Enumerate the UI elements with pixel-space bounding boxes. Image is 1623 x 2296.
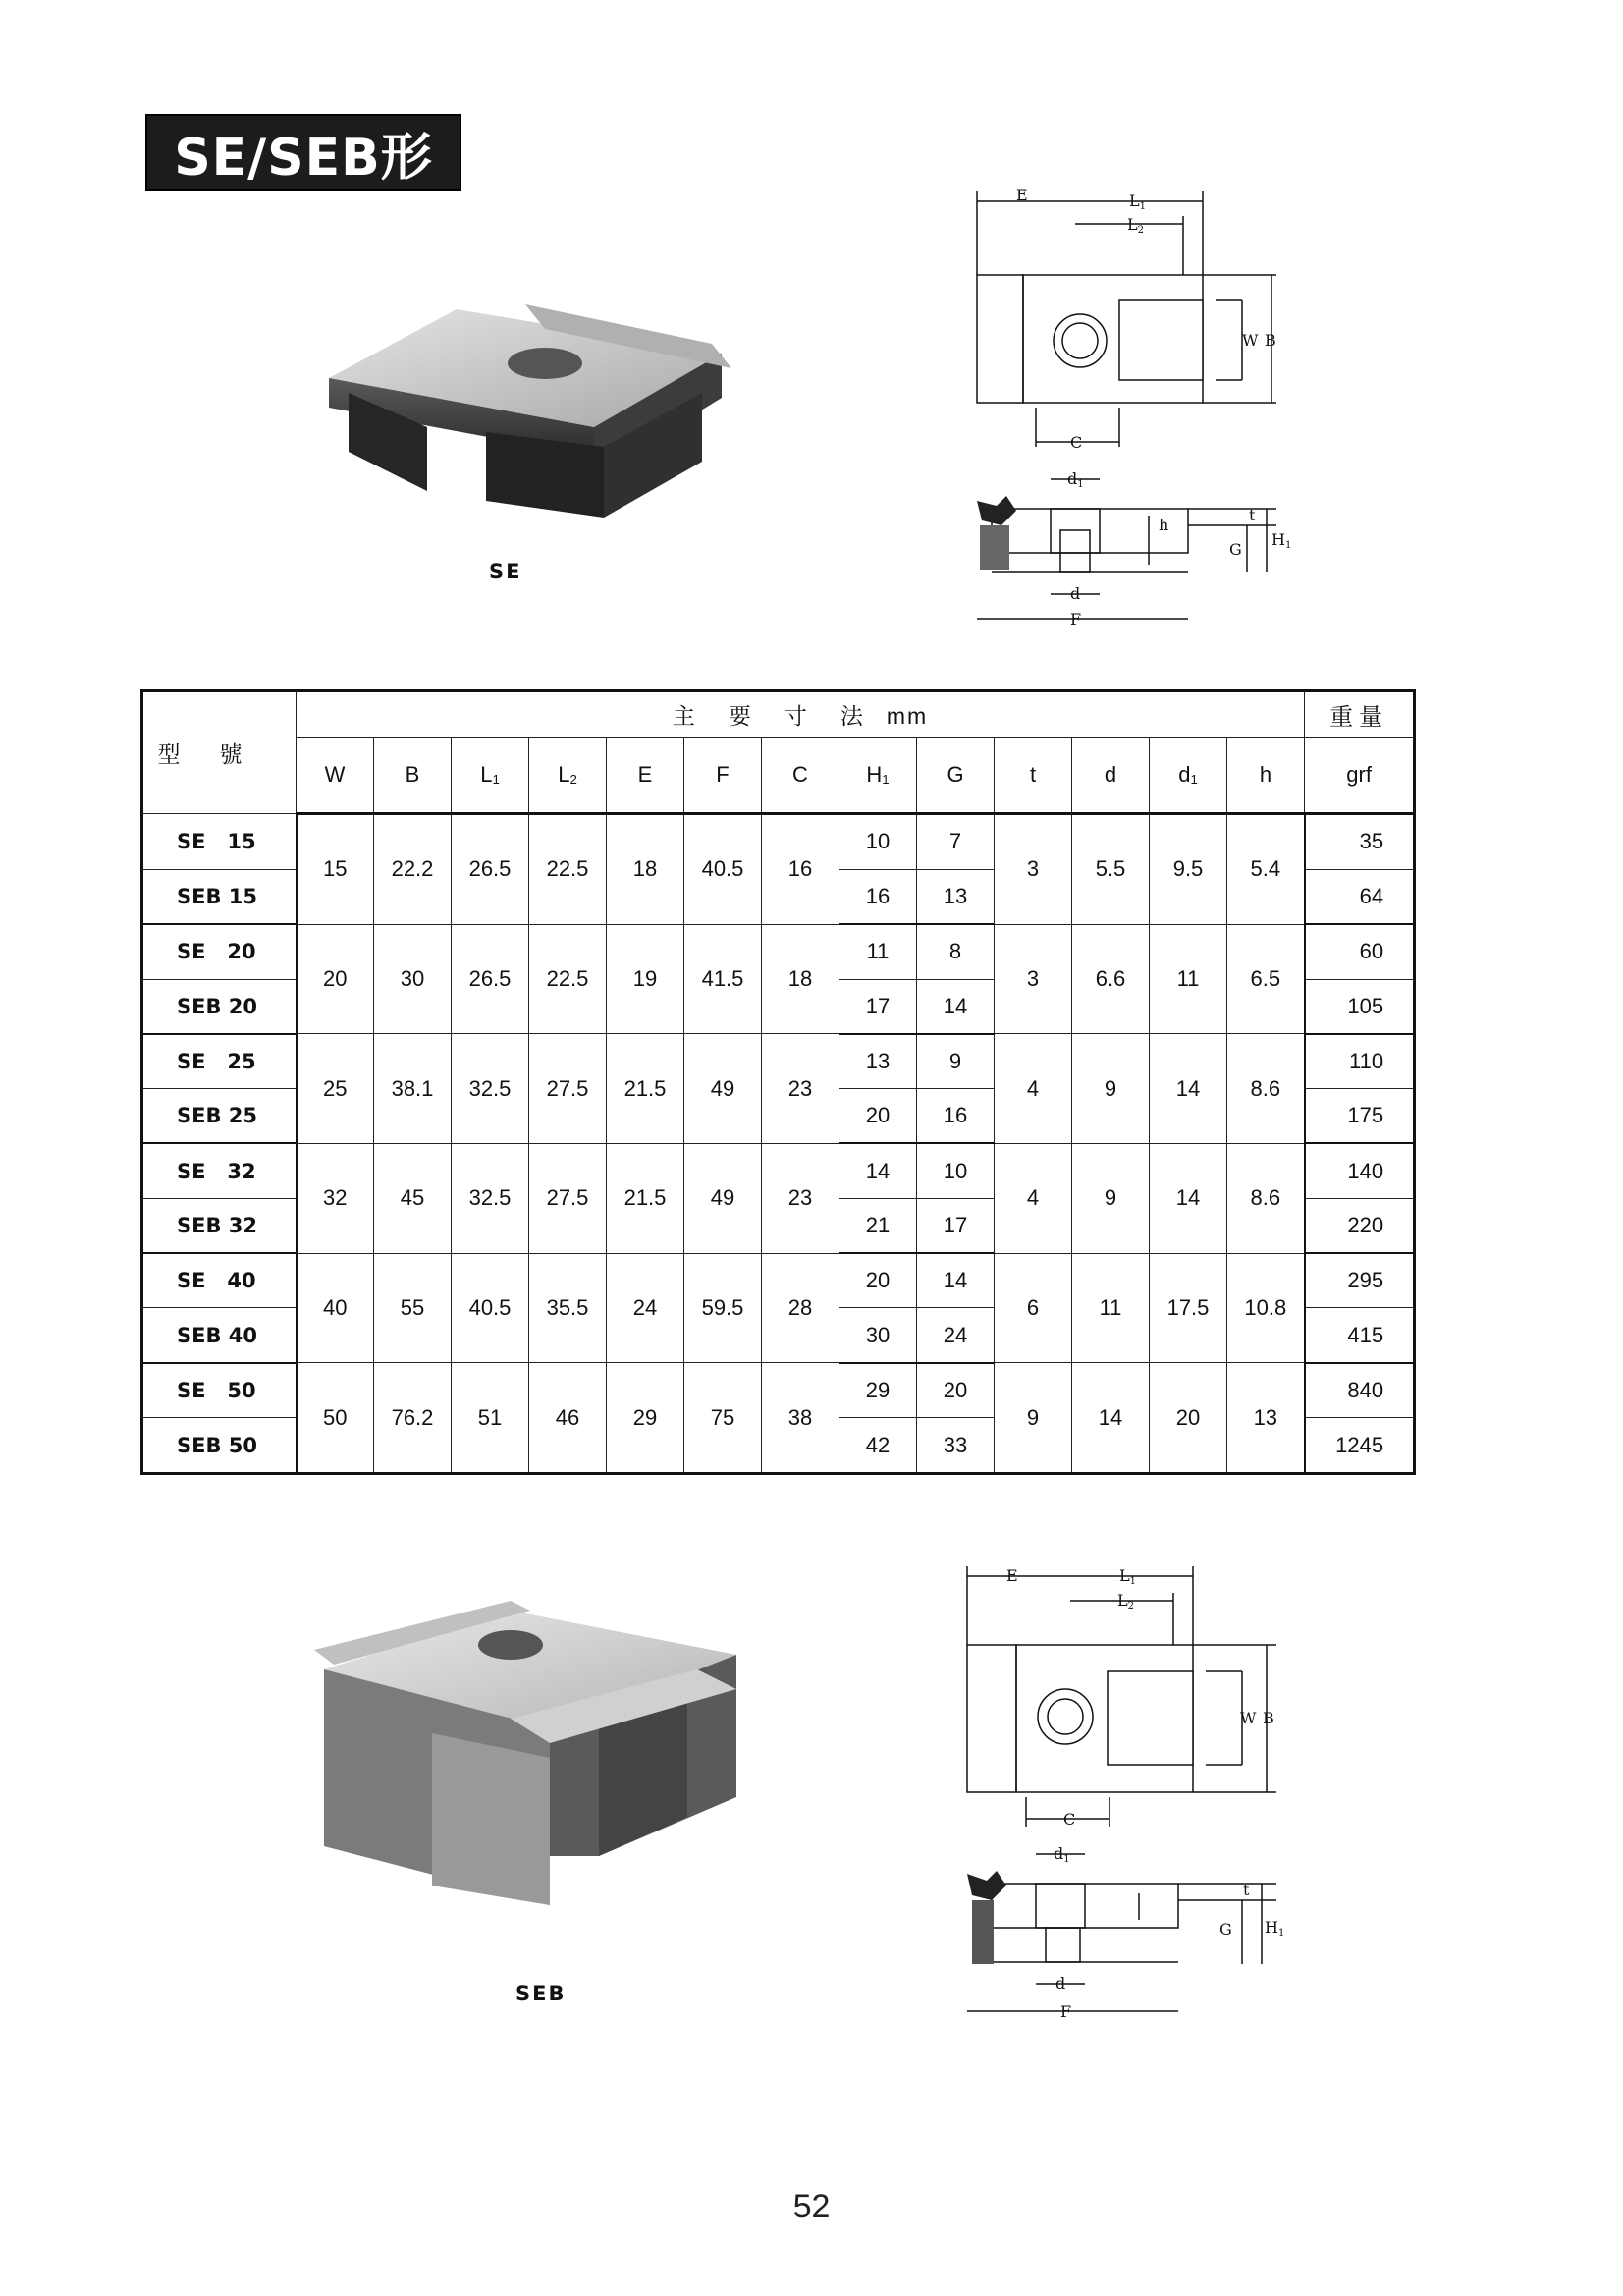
cell-b: 45 [374, 1143, 452, 1253]
model-cell: SEB 40 [142, 1308, 297, 1363]
cell-d: 9 [1072, 1034, 1150, 1144]
cell-g: 13 [917, 869, 995, 924]
cell-g: 24 [917, 1308, 995, 1363]
cell-h1: 11 [839, 924, 917, 979]
cell-c: 38 [762, 1363, 839, 1474]
cell-e: 29 [607, 1363, 684, 1474]
cell-e: 21.5 [607, 1143, 684, 1253]
svg-text:B: B [1265, 331, 1276, 350]
svg-text:G: G [1229, 540, 1242, 559]
svg-text:F: F [1070, 610, 1082, 629]
cell-h1: 13 [839, 1034, 917, 1089]
cell-t: 9 [995, 1363, 1072, 1474]
cell-weight: 175 [1305, 1089, 1415, 1144]
seb-product-photo [314, 1601, 756, 1915]
cell-f: 59.5 [684, 1253, 762, 1363]
page-title: SE/SEB形 [147, 116, 460, 189]
seb-dimension-diagram [962, 1561, 1296, 2033]
cell-e: 21.5 [607, 1034, 684, 1144]
cell-h1: 20 [839, 1253, 917, 1308]
cell-d1: 14 [1150, 1034, 1227, 1144]
cell-w: 50 [297, 1363, 374, 1474]
cell-h1: 29 [839, 1363, 917, 1418]
svg-text:B: B [1263, 1709, 1274, 1727]
cell-l1: 26.5 [452, 814, 529, 925]
cell-g: 10 [917, 1143, 995, 1198]
svg-text:d1: d1 [1067, 469, 1084, 490]
cell-c: 23 [762, 1143, 839, 1253]
cell-t: 3 [995, 924, 1072, 1034]
cell-w: 20 [297, 924, 374, 1034]
model-cell: SEB 20 [142, 979, 297, 1034]
svg-text:t: t [1243, 1881, 1250, 1899]
cell-h: 8.6 [1227, 1034, 1305, 1144]
cell-w: 40 [297, 1253, 374, 1363]
model-header: 型號 [142, 691, 297, 814]
cell-f: 75 [684, 1363, 762, 1474]
cell-h1: 17 [839, 979, 917, 1034]
cell-weight: 64 [1305, 869, 1415, 924]
cell-f: 49 [684, 1034, 762, 1144]
svg-text:d: d [1070, 584, 1081, 603]
cell-f: 49 [684, 1143, 762, 1253]
col-header-l1: $L_1$ [452, 738, 529, 814]
cell-l1: 32.5 [452, 1034, 529, 1144]
cell-weight: 295 [1305, 1253, 1415, 1308]
cell-c: 18 [762, 924, 839, 1034]
svg-text:C: C [1063, 1810, 1076, 1829]
cell-h1: 14 [839, 1143, 917, 1198]
cell-e: 19 [607, 924, 684, 1034]
cell-weight: 220 [1305, 1198, 1415, 1253]
svg-text:h: h [1159, 516, 1169, 534]
cell-b: 22.2 [374, 814, 452, 925]
model-cell: SE 40 [142, 1253, 297, 1308]
col-header-d1: $d_1$ [1150, 738, 1227, 814]
col-header-b: B [374, 738, 452, 814]
cell-b: 55 [374, 1253, 452, 1363]
cell-l1: 26.5 [452, 924, 529, 1034]
col-header-c: C [762, 738, 839, 814]
cell-g: 7 [917, 814, 995, 870]
cell-g: 20 [917, 1363, 995, 1418]
cell-weight: 840 [1305, 1363, 1415, 1418]
cell-l2: 46 [529, 1363, 607, 1474]
model-cell: SE 32 [142, 1143, 297, 1198]
cell-f: 41.5 [684, 924, 762, 1034]
cell-g: 17 [917, 1198, 995, 1253]
cell-h1: 42 [839, 1418, 917, 1474]
cell-h1: 21 [839, 1198, 917, 1253]
cell-h1: 30 [839, 1308, 917, 1363]
col-header-w: W [297, 738, 374, 814]
cell-t: 4 [995, 1034, 1072, 1144]
cell-d1: 14 [1150, 1143, 1227, 1253]
cell-w: 32 [297, 1143, 374, 1253]
cell-h1: 16 [839, 869, 917, 924]
col-header-l2: $L_2$ [529, 738, 607, 814]
cell-h1: 10 [839, 814, 917, 870]
model-cell: SE 20 [142, 924, 297, 979]
cell-b: 76.2 [374, 1363, 452, 1474]
cell-l1: 40.5 [452, 1253, 529, 1363]
cell-d1: 20 [1150, 1363, 1227, 1474]
svg-text:W: W [1240, 1709, 1257, 1727]
col-header-g: G [917, 738, 995, 814]
col-header-d: d [1072, 738, 1150, 814]
cell-weight: 415 [1305, 1308, 1415, 1363]
cell-c: 23 [762, 1034, 839, 1144]
col-header-grf: grf [1305, 738, 1415, 814]
model-cell: SEB 25 [142, 1089, 297, 1144]
model-cell: SE 15 [142, 814, 297, 870]
cell-l2: 27.5 [529, 1143, 607, 1253]
col-header-e: E [607, 738, 684, 814]
cell-d: 6.6 [1072, 924, 1150, 1034]
svg-text:L2: L2 [1117, 1591, 1134, 1612]
cell-w: 15 [297, 814, 374, 925]
svg-text:d1: d1 [1054, 1844, 1070, 1865]
seb-photo-caption: SEB [515, 1982, 567, 2005]
cell-g: 8 [917, 924, 995, 979]
cell-d: 5.5 [1072, 814, 1150, 925]
cell-g: 14 [917, 979, 995, 1034]
svg-text:H1: H1 [1271, 530, 1292, 551]
cell-weight: 60 [1305, 924, 1415, 979]
cell-h: 5.4 [1227, 814, 1305, 925]
cell-g: 9 [917, 1034, 995, 1089]
model-cell: SE 50 [142, 1363, 297, 1418]
cell-c: 28 [762, 1253, 839, 1363]
col-header-t: t [995, 738, 1072, 814]
col-header-f: F [684, 738, 762, 814]
model-cell: SE 25 [142, 1034, 297, 1089]
cell-d1: 17.5 [1150, 1253, 1227, 1363]
svg-text:E: E [1016, 187, 1028, 204]
cell-e: 24 [607, 1253, 684, 1363]
cell-h: 8.6 [1227, 1143, 1305, 1253]
svg-text:L2: L2 [1127, 215, 1144, 236]
cell-d: 11 [1072, 1253, 1150, 1363]
col-header-h: h [1227, 738, 1305, 814]
svg-text:L1: L1 [1129, 191, 1146, 212]
cell-t: 6 [995, 1253, 1072, 1363]
cell-f: 40.5 [684, 814, 762, 925]
cell-weight: 105 [1305, 979, 1415, 1034]
cell-l2: 35.5 [529, 1253, 607, 1363]
cell-e: 18 [607, 814, 684, 925]
svg-text:H1: H1 [1265, 1918, 1285, 1939]
se-product-photo [309, 300, 731, 525]
se-dimension-diagram [972, 187, 1296, 638]
cell-c: 16 [762, 814, 839, 925]
cell-b: 30 [374, 924, 452, 1034]
cell-l2: 27.5 [529, 1034, 607, 1144]
svg-text:t: t [1249, 506, 1256, 524]
main-dimensions-header: 主要寸法mm [297, 691, 1305, 738]
weight-header: 重量 [1305, 691, 1415, 738]
svg-text:C: C [1070, 433, 1083, 452]
cell-l1: 32.5 [452, 1143, 529, 1253]
cell-d1: 9.5 [1150, 814, 1227, 925]
cell-weight: 140 [1305, 1143, 1415, 1198]
svg-text:E: E [1006, 1566, 1018, 1585]
cell-t: 4 [995, 1143, 1072, 1253]
svg-text:L1: L1 [1119, 1566, 1136, 1587]
cell-g: 16 [917, 1089, 995, 1144]
cell-l2: 22.5 [529, 924, 607, 1034]
cell-weight: 35 [1305, 814, 1415, 870]
page-number: 52 [792, 2188, 831, 2225]
cell-d: 9 [1072, 1143, 1150, 1253]
spec-table [140, 689, 1416, 1475]
cell-h: 13 [1227, 1363, 1305, 1474]
cell-l2: 22.5 [529, 814, 607, 925]
svg-text:G: G [1219, 1920, 1232, 1939]
cell-w: 25 [297, 1034, 374, 1144]
cell-g: 14 [917, 1253, 995, 1308]
cell-l1: 51 [452, 1363, 529, 1474]
model-cell: SEB 32 [142, 1198, 297, 1253]
cell-d: 14 [1072, 1363, 1150, 1474]
model-cell: SEB 50 [142, 1418, 297, 1474]
cell-t: 3 [995, 814, 1072, 925]
cell-h: 10.8 [1227, 1253, 1305, 1363]
cell-g: 33 [917, 1418, 995, 1474]
svg-text:W: W [1242, 331, 1259, 350]
model-cell: SEB 15 [142, 869, 297, 924]
cell-b: 38.1 [374, 1034, 452, 1144]
svg-text:F: F [1060, 2002, 1072, 2021]
cell-weight: 110 [1305, 1034, 1415, 1089]
cell-h: 6.5 [1227, 924, 1305, 1034]
col-header-h1: $H_1$ [839, 738, 917, 814]
cell-d1: 11 [1150, 924, 1227, 1034]
cell-weight: 1245 [1305, 1418, 1415, 1474]
cell-h1: 20 [839, 1089, 917, 1144]
se-photo-caption: SE [489, 560, 522, 583]
svg-text:d: d [1055, 1974, 1066, 1993]
